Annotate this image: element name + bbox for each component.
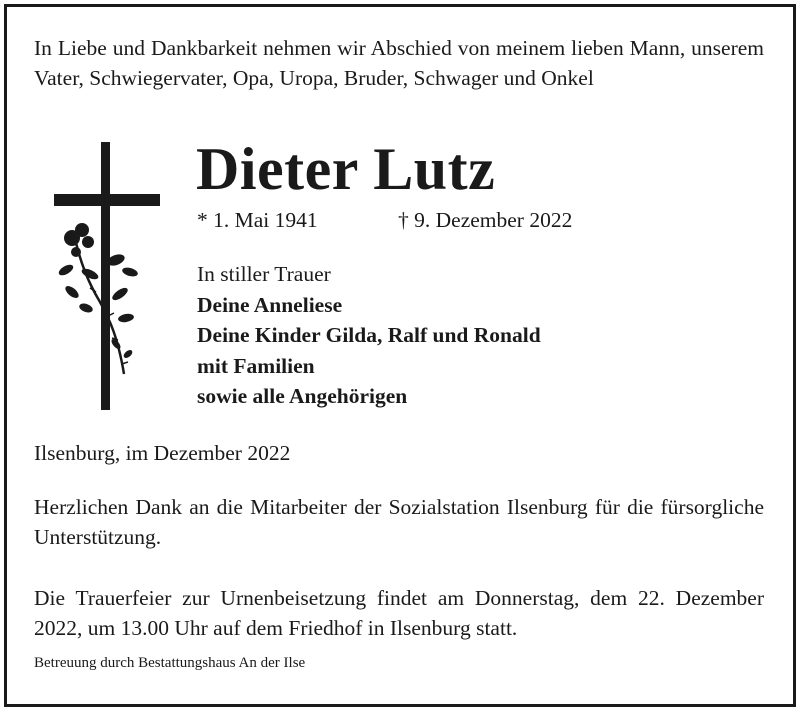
death-date: † 9. Dezember 2022 (398, 208, 573, 232)
mourner-line: Deine Kinder Gilda, Ralf und Ronald (197, 323, 541, 347)
mourner-line: mit Familien (197, 353, 315, 378)
intro-text: In Liebe und Dankbarkeit nehmen wir Abschied von meinem lieben Mann, unserem Vater, Schwiegervater, Opa, Uropa, Bruder, Schwager und Onkel (34, 36, 764, 90)
deceased-name: Dieter Lutz (196, 136, 496, 202)
mourner-line: Deine Anneliese (197, 292, 343, 317)
undertaker-credit: Betreuung durch Bestattungshaus An der Ilse (34, 655, 306, 671)
birth-date: * 1. Mai 1941 (197, 208, 318, 232)
mourning-heading: In stiller Trauer (197, 262, 331, 286)
mourner-line: sowie alle Angehörigen (197, 384, 408, 408)
cross-with-rose-icon (52, 142, 162, 412)
thanks-text: Herzlichen Dank an die Mitarbeiter der Sozialstation Ilsenburg für die fürsorgliche Unterstützung. (34, 495, 764, 549)
ceremony-text: Die Trauerfeier zur Urnenbeisetzung findet am Donnerstag, dem 22. Dezember 2022, um 13.00 Uhr auf dem Friedhof in Ilsenburg statt. (34, 586, 764, 640)
place-date: Ilsenburg, im Dezember 2022 (34, 441, 291, 465)
mourners-block (197, 259, 541, 412)
